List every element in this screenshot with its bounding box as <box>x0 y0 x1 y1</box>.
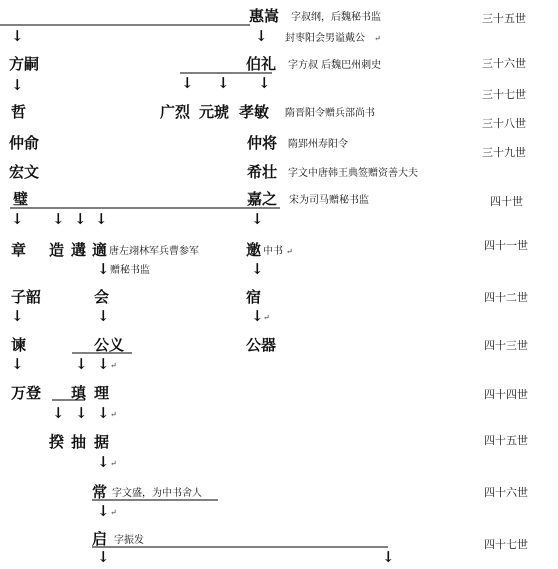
person-fangsi: 方嗣 <box>9 55 40 73</box>
note-chang: 字文盛，为中书舍人 <box>112 488 202 499</box>
return-mark: ↵ <box>110 459 117 468</box>
person-wandeng: 万登 <box>11 384 42 402</box>
return-mark: ↵ <box>110 361 117 370</box>
arrow-down: ↓ <box>75 404 88 422</box>
note-huisong-posthumous: 封枣阳会男谥戴公 <box>285 33 365 44</box>
arrow-down: ↓ <box>97 548 110 566</box>
arrow-down: ↓ <box>11 307 24 325</box>
gen-label-35: 三十五世 <box>482 12 526 25</box>
gen-label-43: 四十三世 <box>484 339 528 352</box>
note-shi-posthumous: 赠秘书监 <box>110 265 150 276</box>
person-yao: 邀 <box>246 241 262 259</box>
gen-label-46: 四十六世 <box>484 486 528 499</box>
gen-label-45: 四十五世 <box>484 434 528 447</box>
note-shi-title: 唐左翊林军兵曹参军 <box>109 246 199 257</box>
gen-label-41: 四十一世 <box>484 239 528 252</box>
person-gou: 遘 <box>71 241 87 259</box>
person-xizhuang: 希壮 <box>247 163 278 181</box>
return-mark: ↵ <box>263 313 270 322</box>
person-tian: 瑱 <box>71 384 87 402</box>
person-hongwen: 宏文 <box>9 163 40 181</box>
person-hui: 会 <box>94 288 110 306</box>
person-chang: 常 <box>92 483 108 501</box>
person-guanglie: 广烈 <box>160 103 191 121</box>
arrow-down: ↓ <box>251 260 264 278</box>
arrow-down: ↓ <box>382 548 395 566</box>
arrow-down: ↓ <box>97 404 110 422</box>
arrow-down: ↓ <box>52 404 65 422</box>
person-ju: 据 <box>94 433 110 451</box>
person-kui: 揆 <box>49 433 65 451</box>
person-chou: 抽 <box>71 433 87 451</box>
person-yuanhu: 元琥 <box>199 103 230 121</box>
gen-label-37: 三十七世 <box>482 88 526 101</box>
person-xiaomin: 孝敏 <box>239 103 270 121</box>
person-gongqi: 公器 <box>246 336 277 354</box>
gen-label-38: 三十八世 <box>482 117 526 130</box>
gen-label-42: 四十二世 <box>484 291 528 304</box>
person-qi: 启 <box>92 530 108 548</box>
person-gongyi: 公义 <box>94 336 125 354</box>
return-mark: ↵ <box>286 247 293 256</box>
person-boli: 伯礼 <box>246 55 277 73</box>
person-zhongjiang: 仲将 <box>247 134 278 152</box>
note-qi: 字振发 <box>114 535 144 546</box>
arrow-down: ↓ <box>97 355 110 373</box>
arrow-down: ↓ <box>75 355 88 373</box>
arrow-down: ↓ <box>251 307 264 325</box>
person-zhang: 章 <box>11 241 27 259</box>
person-zao: 造 <box>49 241 65 259</box>
arrow-down: ↓ <box>11 76 24 94</box>
arrow-down: ↓ <box>11 27 24 45</box>
gen-label-36: 三十六世 <box>482 57 526 70</box>
person-shi: 適 <box>92 241 108 259</box>
arrow-down: ↓ <box>97 260 110 278</box>
person-su: 宿 <box>246 288 262 306</box>
arrow-down: ↓ <box>11 355 24 373</box>
arrow-down: ↓ <box>95 210 108 228</box>
arrow-down: ↓ <box>97 453 110 471</box>
person-zhe: 哲 <box>11 103 27 121</box>
arrow-down: ↓ <box>11 210 24 228</box>
gen-label-39: 三十九世 <box>482 146 526 159</box>
gen-label-47: 四十七世 <box>484 538 528 551</box>
person-huisong: 惠嵩 <box>249 7 280 25</box>
gen-label-40: 四十世 <box>490 195 523 208</box>
person-zhongyu: 仲俞 <box>9 134 40 152</box>
person-jiazhi: 嘉之 <box>247 190 278 208</box>
note-huisong-title: 字叔纲，后魏秘书监 <box>291 12 381 23</box>
arrow-down: ↓ <box>97 307 110 325</box>
arrow-down: ↓ <box>251 210 264 228</box>
return-mark: ↵ <box>110 410 117 419</box>
person-li: 理 <box>94 384 110 402</box>
arrow-down: ↓ <box>97 502 110 520</box>
person-zishao: 子韶 <box>11 288 42 306</box>
arrow-down: ↓ <box>255 27 268 45</box>
arrow-down: ↓ <box>217 74 230 92</box>
note-xiaomin: 隋晋阳令赠兵部尚书 <box>285 108 375 119</box>
arrow-down: ↓ <box>181 74 194 92</box>
arrow-down: ↓ <box>258 74 271 92</box>
person-jian: 谏 <box>11 336 27 354</box>
note-zhongjiang: 隋郢州寿阳令 <box>288 139 348 150</box>
note-jiazhi: 宋为司马赠秘书监 <box>289 195 369 206</box>
note-yao: 中书 <box>263 246 283 257</box>
note-boli: 字方叔 后魏巴州刺史 <box>288 60 382 71</box>
arrow-down: ↓ <box>74 210 87 228</box>
note-xizhuang: 字文中唐韩王典签赠资善大夫 <box>288 168 418 179</box>
return-mark: ↵ <box>110 508 117 517</box>
return-mark: ↵ <box>374 34 381 43</box>
person-bi: 璧 <box>13 190 29 208</box>
gen-label-44: 四十四世 <box>484 388 528 401</box>
arrow-down: ↓ <box>52 210 65 228</box>
